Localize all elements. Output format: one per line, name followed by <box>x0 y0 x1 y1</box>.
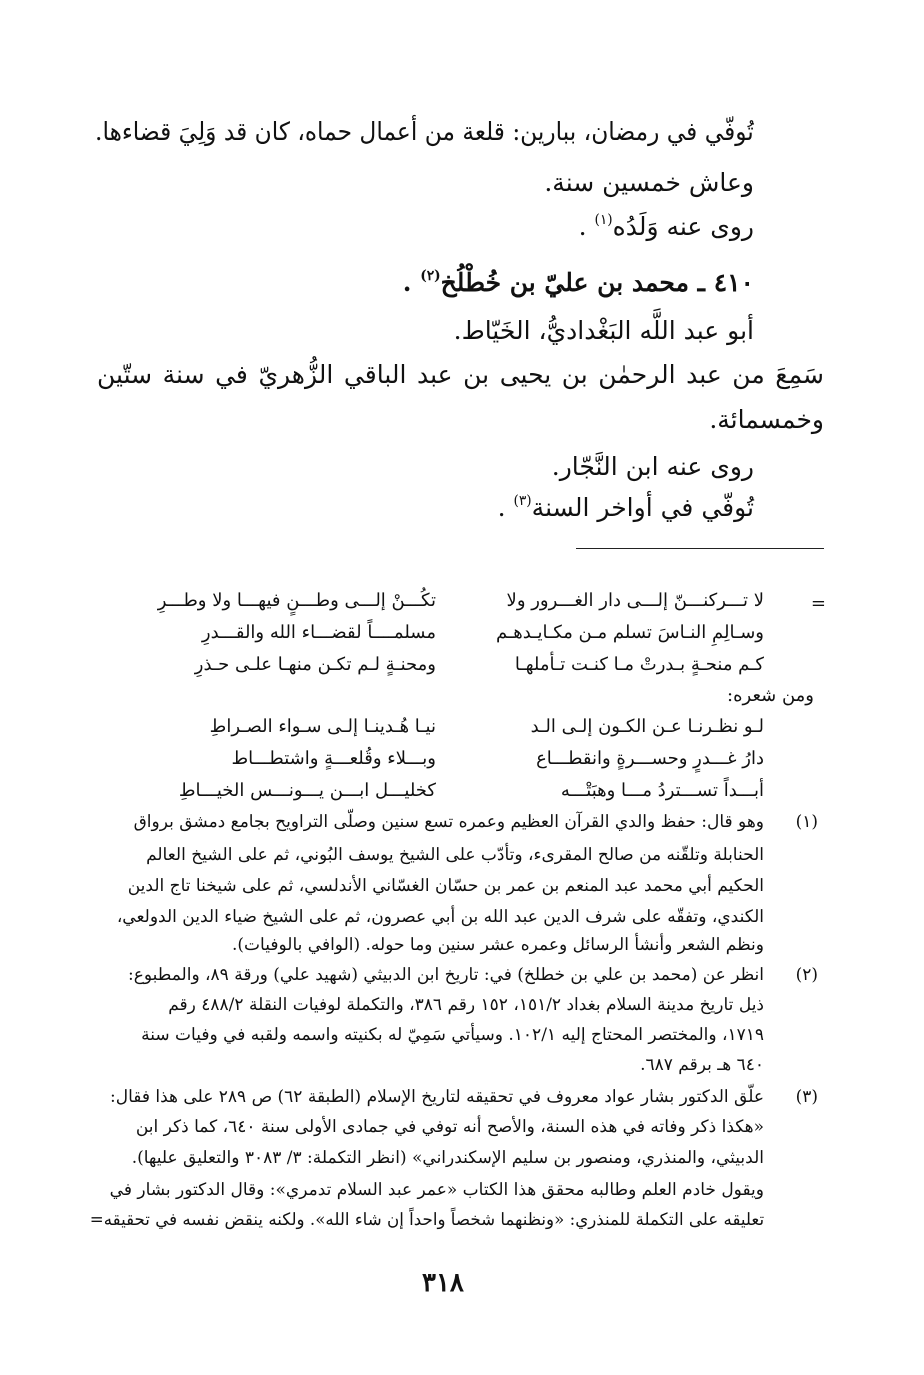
period: . <box>497 493 506 522</box>
footnote-ref-3: (٣) <box>513 493 532 509</box>
verse-5-second-half: وبـــلاء وقُلعـــةٍ واشتطـــاط <box>231 748 436 769</box>
footnote-2-line-3: ١٧١٩، والمختصر المحتاج إليه ١٠٢/١. وسيأتي سَمِيّ له بكنيته واسمه ولقبه في وفيات سنة <box>141 1025 764 1045</box>
continuation-mark: = <box>810 593 826 614</box>
footnote-3-line-1: علّق الدكتور بشار عواد معروف في تحقيقه لتاريخ الإسلام (الطبقة ٦٢) ص ٢٨٩ على هذا فقال: <box>110 1087 764 1107</box>
main-line-9 <box>498 493 754 523</box>
footnote-3-line-2: «هكذا ذكر وفاته في هذه السنة، والأصح أنه توفي في جمادى الأولى سنة ٦٤٠، كما ذكر ابن <box>135 1117 764 1137</box>
verse-1-first-half: لا تـــركنـــنّ إلـــى دار الغـــرور ولا <box>506 590 764 611</box>
main-line-2: وعاش خمسين سنة. <box>544 168 754 197</box>
footnote-ref-2: (٢) <box>420 268 441 284</box>
footnote-1-line-5: ونظم الشعر وأنشأ الرسائل وعمره عشر سنين وما حوله. (الوافي بالوفيات). <box>232 935 764 955</box>
footnote-2-number: (٢) <box>795 965 818 985</box>
verse-4-second-half: نيـا هُـدينـا إلـى سـواء الصـراطِ <box>209 716 436 737</box>
footnote-1-line-2: الحنابلة وتلقّنه من صالح المقرىء، وتأدّب على الشيخ يوسف البُوني، ثم على الشيخ العالم <box>146 845 764 865</box>
entry-heading <box>403 268 754 298</box>
verse-5-first-half: دارُ غـــدرٍ وحســـرةٍ وانقطـــاع <box>536 748 764 769</box>
footnote-1-line-4: الكندي، وتفقّه على شرف الدين عبد الله بن أبي عصرون، ثم على الشيخ ضياء الدين الدولعي، <box>116 907 764 927</box>
period: . <box>578 212 587 241</box>
verse-6-second-half: كخليـــل ابـــن يـــونـــس الخيـــاطِ <box>178 780 436 801</box>
footnote-3-line-4: ويقول خادم العلم وطالبه محقق هذا الكتاب «عمر عبد السلام تدمري»: وقال الدكتور بشار في <box>109 1180 764 1200</box>
poem-intro: ومن شعره: <box>727 685 814 706</box>
verse-2-first-half: وسـالِمِ النـاسَ تسلم مـن مكـايـدهـم <box>496 622 764 643</box>
main-line-7: وخمسمائة. <box>709 405 824 434</box>
footnote-1-line-1: وهو قال: حفظ والدي القرآن العظيم وعمره تسع سنين وصلّى التراويح بجامع دمشق برواق <box>133 812 764 832</box>
verse-3-first-half: كـم منحـةٍ بـدرتْ مـا كنـت تـأملهـا <box>514 654 764 675</box>
verse-4-first-half: لـو نظـرنـا عـن الكـون إلـى الـد <box>530 716 764 737</box>
footnote-2-line-2: ذيل تاريخ مدينة السلام بغداد ١٥١/٢، ١٥٢ رقم ٣٨٦، والتكملة لوفيات النقلة ٤٨٨/٢ رقم <box>168 995 764 1015</box>
verse-1-second-half: تكُـــنْ إلـــى وطـــنٍ فيهـــا ولا وطـــرِ <box>157 590 436 611</box>
period: . <box>402 268 412 297</box>
footnote-1-line-3: الحكيم أبي محمد عبد المنعم بن عمر بن حسّان الغسّاني الأندلسي، ثم على شيخنا تاج الدين <box>127 876 764 896</box>
footnote-separator <box>576 548 824 549</box>
main-line-6: سَمِعَ من عبد الرحمٰن بن يحيى بن عبد الباقي الزُّهريّ في سنة ستّين <box>97 360 824 389</box>
entry-heading-text: ٤١٠ ـ محمد بن عليّ بن خُطْلُخ <box>440 268 754 297</box>
main-line-9-text: تُوفّي في أواخر السنة <box>531 493 754 522</box>
footnote-3-number: (٣) <box>795 1087 818 1107</box>
verse-2-second-half: مسلمــــاً لقضـــاء الله والقـــدرِ <box>201 622 436 643</box>
footnote-1-number: (١) <box>795 812 818 832</box>
main-line-3 <box>579 212 754 242</box>
footnote-2-line-4: ٦٤٠ هـ برقم ٦٨٧. <box>640 1055 764 1075</box>
main-line-3-text: روى عنه وَلَدُه <box>612 212 754 241</box>
footnote-2-line-1: انظر عن (محمد بن علي بن خطلخ) في: تاريخ ابن الدبيثي (شهيد علي) ورقة ٨٩، والمطبوع: <box>127 965 764 985</box>
main-line-1: تُوفّي في رمضان، ببارين: قلعة من أعمال حماه، كان قد وَلِيَ قضاءها. <box>95 117 754 146</box>
footnote-3-line-3: الدبيثي، والمنذري، ومنصور بن سليم الإسكندراني» (انظر التكملة: ٣/ ٣٠٨٣ والتعليق عليها). <box>131 1148 764 1168</box>
verse-6-first-half: أبـــداً تســـتردُ مـــا وهبَتْـــه <box>560 780 764 801</box>
main-line-8: روى عنه ابن النَّجّار. <box>551 452 754 481</box>
footnote-ref-1: (١) <box>594 212 613 228</box>
main-line-5: أبو عبد اللَّه البَغْداديُّ، الخَيّاط. <box>453 316 754 345</box>
verse-3-second-half: ومحنـةٍ لـم تكـن منهـا علـى حـذرِ <box>194 654 436 675</box>
footnote-3-line-5: تعليقه على التكملة للمنذري: «ونظنهما شخصاً واحداً إن شاء الله». ولكنه ينقض نفسه في تحقيقه= <box>89 1210 764 1230</box>
page-number: ٣١٨ <box>422 1268 464 1298</box>
